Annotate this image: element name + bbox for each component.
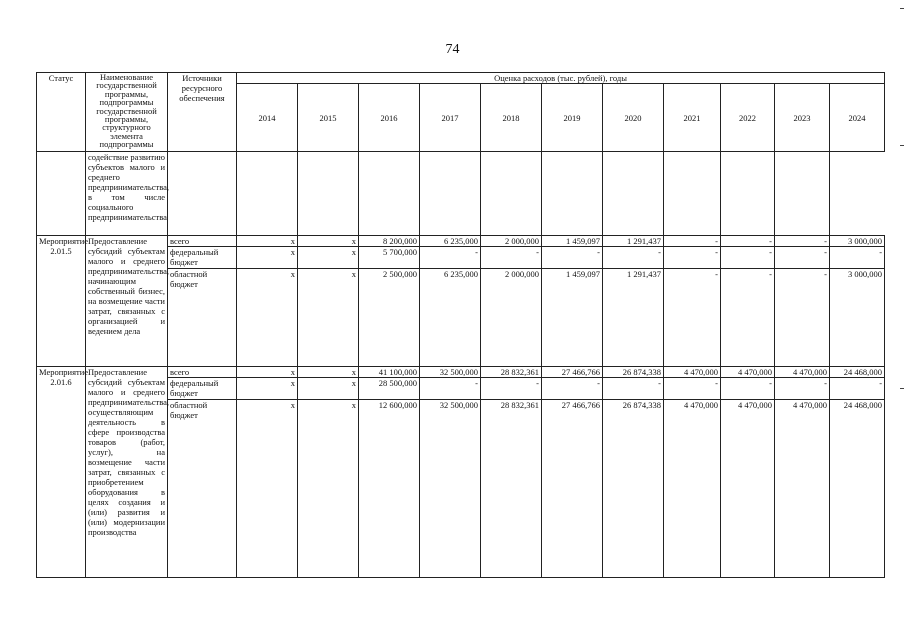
value-cell: x [237,247,298,269]
value-cell: 28 500,000 [359,378,420,400]
value-cell: x [298,400,359,578]
value-cell: 12 600,000 [359,400,420,578]
scan-mark [900,145,904,146]
page-number: 74 [445,42,460,57]
value-cell: 32 500,000 [420,367,481,378]
value-cell: 3 000,000 [830,236,885,247]
value-cell: 4 470,000 [775,400,830,578]
value-cell: - [775,236,830,247]
value-cell: 3 000,000 [830,269,885,367]
value-cell: 1 459,097 [542,236,603,247]
value-cell: - [721,236,775,247]
value-cell: x [298,247,359,269]
value-cell: - [542,247,603,269]
value-cell: - [542,378,603,400]
measure-status: Мероприятие 2.01.5 [37,236,86,367]
value-cell: 6 235,000 [420,236,481,247]
value-cell: x [237,367,298,378]
value-cell: 27 466,766 [542,400,603,578]
value-cell: 4 470,000 [775,367,830,378]
year-header: 2015 [298,84,359,152]
source-label: областной бюджет [168,269,237,367]
value-cell: x [298,367,359,378]
source-label: всего [168,236,237,247]
value-cell: 4 470,000 [721,367,775,378]
year-header: 2018 [481,84,542,152]
value-cell: 24 468,000 [830,400,885,578]
value-cell: 26 874,338 [603,367,664,378]
table-row [37,367,885,378]
value-cell: - [603,378,664,400]
value-cell: 24 468,000 [830,367,885,378]
value-cell: - [775,378,830,400]
year-header: 2022 [721,84,775,152]
value-cell: x [237,378,298,400]
value-cell: - [830,247,885,269]
value-cell: x [298,378,359,400]
value-cell: - [664,378,721,400]
value-cell: 2 000,000 [481,236,542,247]
year-header: 2016 [359,84,420,152]
year-header: 2024 [830,84,885,152]
header-status: Статус [37,73,86,152]
measure-status: Мероприятие 2.01.6 [37,367,86,578]
value-cell: - [664,269,721,367]
value-cell: 28 832,361 [481,400,542,578]
value-cell: - [721,269,775,367]
year-header: 2019 [542,84,603,152]
value-cell: 27 466,766 [542,367,603,378]
value-cell: 1 459,097 [542,269,603,367]
value-cell: 8 200,000 [359,236,420,247]
value-cell: - [721,247,775,269]
value-cell: x [237,400,298,578]
value-cell: - [830,378,885,400]
value-cell: 2 000,000 [481,269,542,367]
value-cell: 1 291,437 [603,236,664,247]
value-cell: 6 235,000 [420,269,481,367]
header-expenses: Оценка расходов (тыс. рублей), годы [237,73,885,84]
source-label: областной бюджет [168,400,237,578]
continuation-text: содействие развитию субъектов малого и среднего предпринимательства, в том числе социального предпринимательства [86,152,168,236]
value-cell: - [481,378,542,400]
table-row [37,152,885,236]
value-cell: 1 291,437 [603,269,664,367]
year-header: 2021 [664,84,721,152]
value-cell: - [603,247,664,269]
scan-mark [900,388,904,389]
value-cell: x [298,269,359,367]
value-cell: - [420,247,481,269]
measure-name: Предоставление субсидий субъектам малого и среднего предпринимательства, начинающим собственный бизнес, на возмещение части затрат, связанных с организацией и ведением дела [86,236,168,367]
value-cell: x [298,236,359,247]
value-cell: - [664,236,721,247]
table-row [37,236,885,247]
scan-mark [900,8,904,9]
value-cell: x [237,269,298,367]
value-cell: 4 470,000 [664,367,721,378]
value-cell: 4 470,000 [664,400,721,578]
value-cell: 41 100,000 [359,367,420,378]
measure-name: Предоставление субсидий субъектам малого и среднего предпринимательства, осуществляющим деятельность в сфере производства товаров (работ, услуг), на возмещение части затрат, связанных с приобретением оборудования в целях создания и (или) развития и (или) модернизации производства [86,367,168,578]
value-cell: 4 470,000 [721,400,775,578]
value-cell: - [664,247,721,269]
year-header: 2020 [603,84,664,152]
header-sources: Источники ресурсного обеспечения [168,73,237,152]
value-cell: - [775,247,830,269]
year-header: 2014 [237,84,298,152]
expense-table [36,72,885,578]
source-label: федеральный бюджет [168,378,237,400]
value-cell: x [237,236,298,247]
value-cell: 5 700,000 [359,247,420,269]
value-cell: - [775,269,830,367]
value-cell: 32 500,000 [420,400,481,578]
source-label: федеральный бюджет [168,247,237,269]
value-cell: 2 500,000 [359,269,420,367]
source-label: всего [168,367,237,378]
value-cell: 26 874,338 [603,400,664,578]
header-name: Наименование государственной программы, подпрограммы государственной программы, структурного элемента подпрограммы [86,73,168,152]
value-cell: - [481,247,542,269]
value-cell: 28 832,361 [481,367,542,378]
year-header: 2017 [420,84,481,152]
value-cell: - [721,378,775,400]
year-header: 2023 [775,84,830,152]
value-cell: - [420,378,481,400]
